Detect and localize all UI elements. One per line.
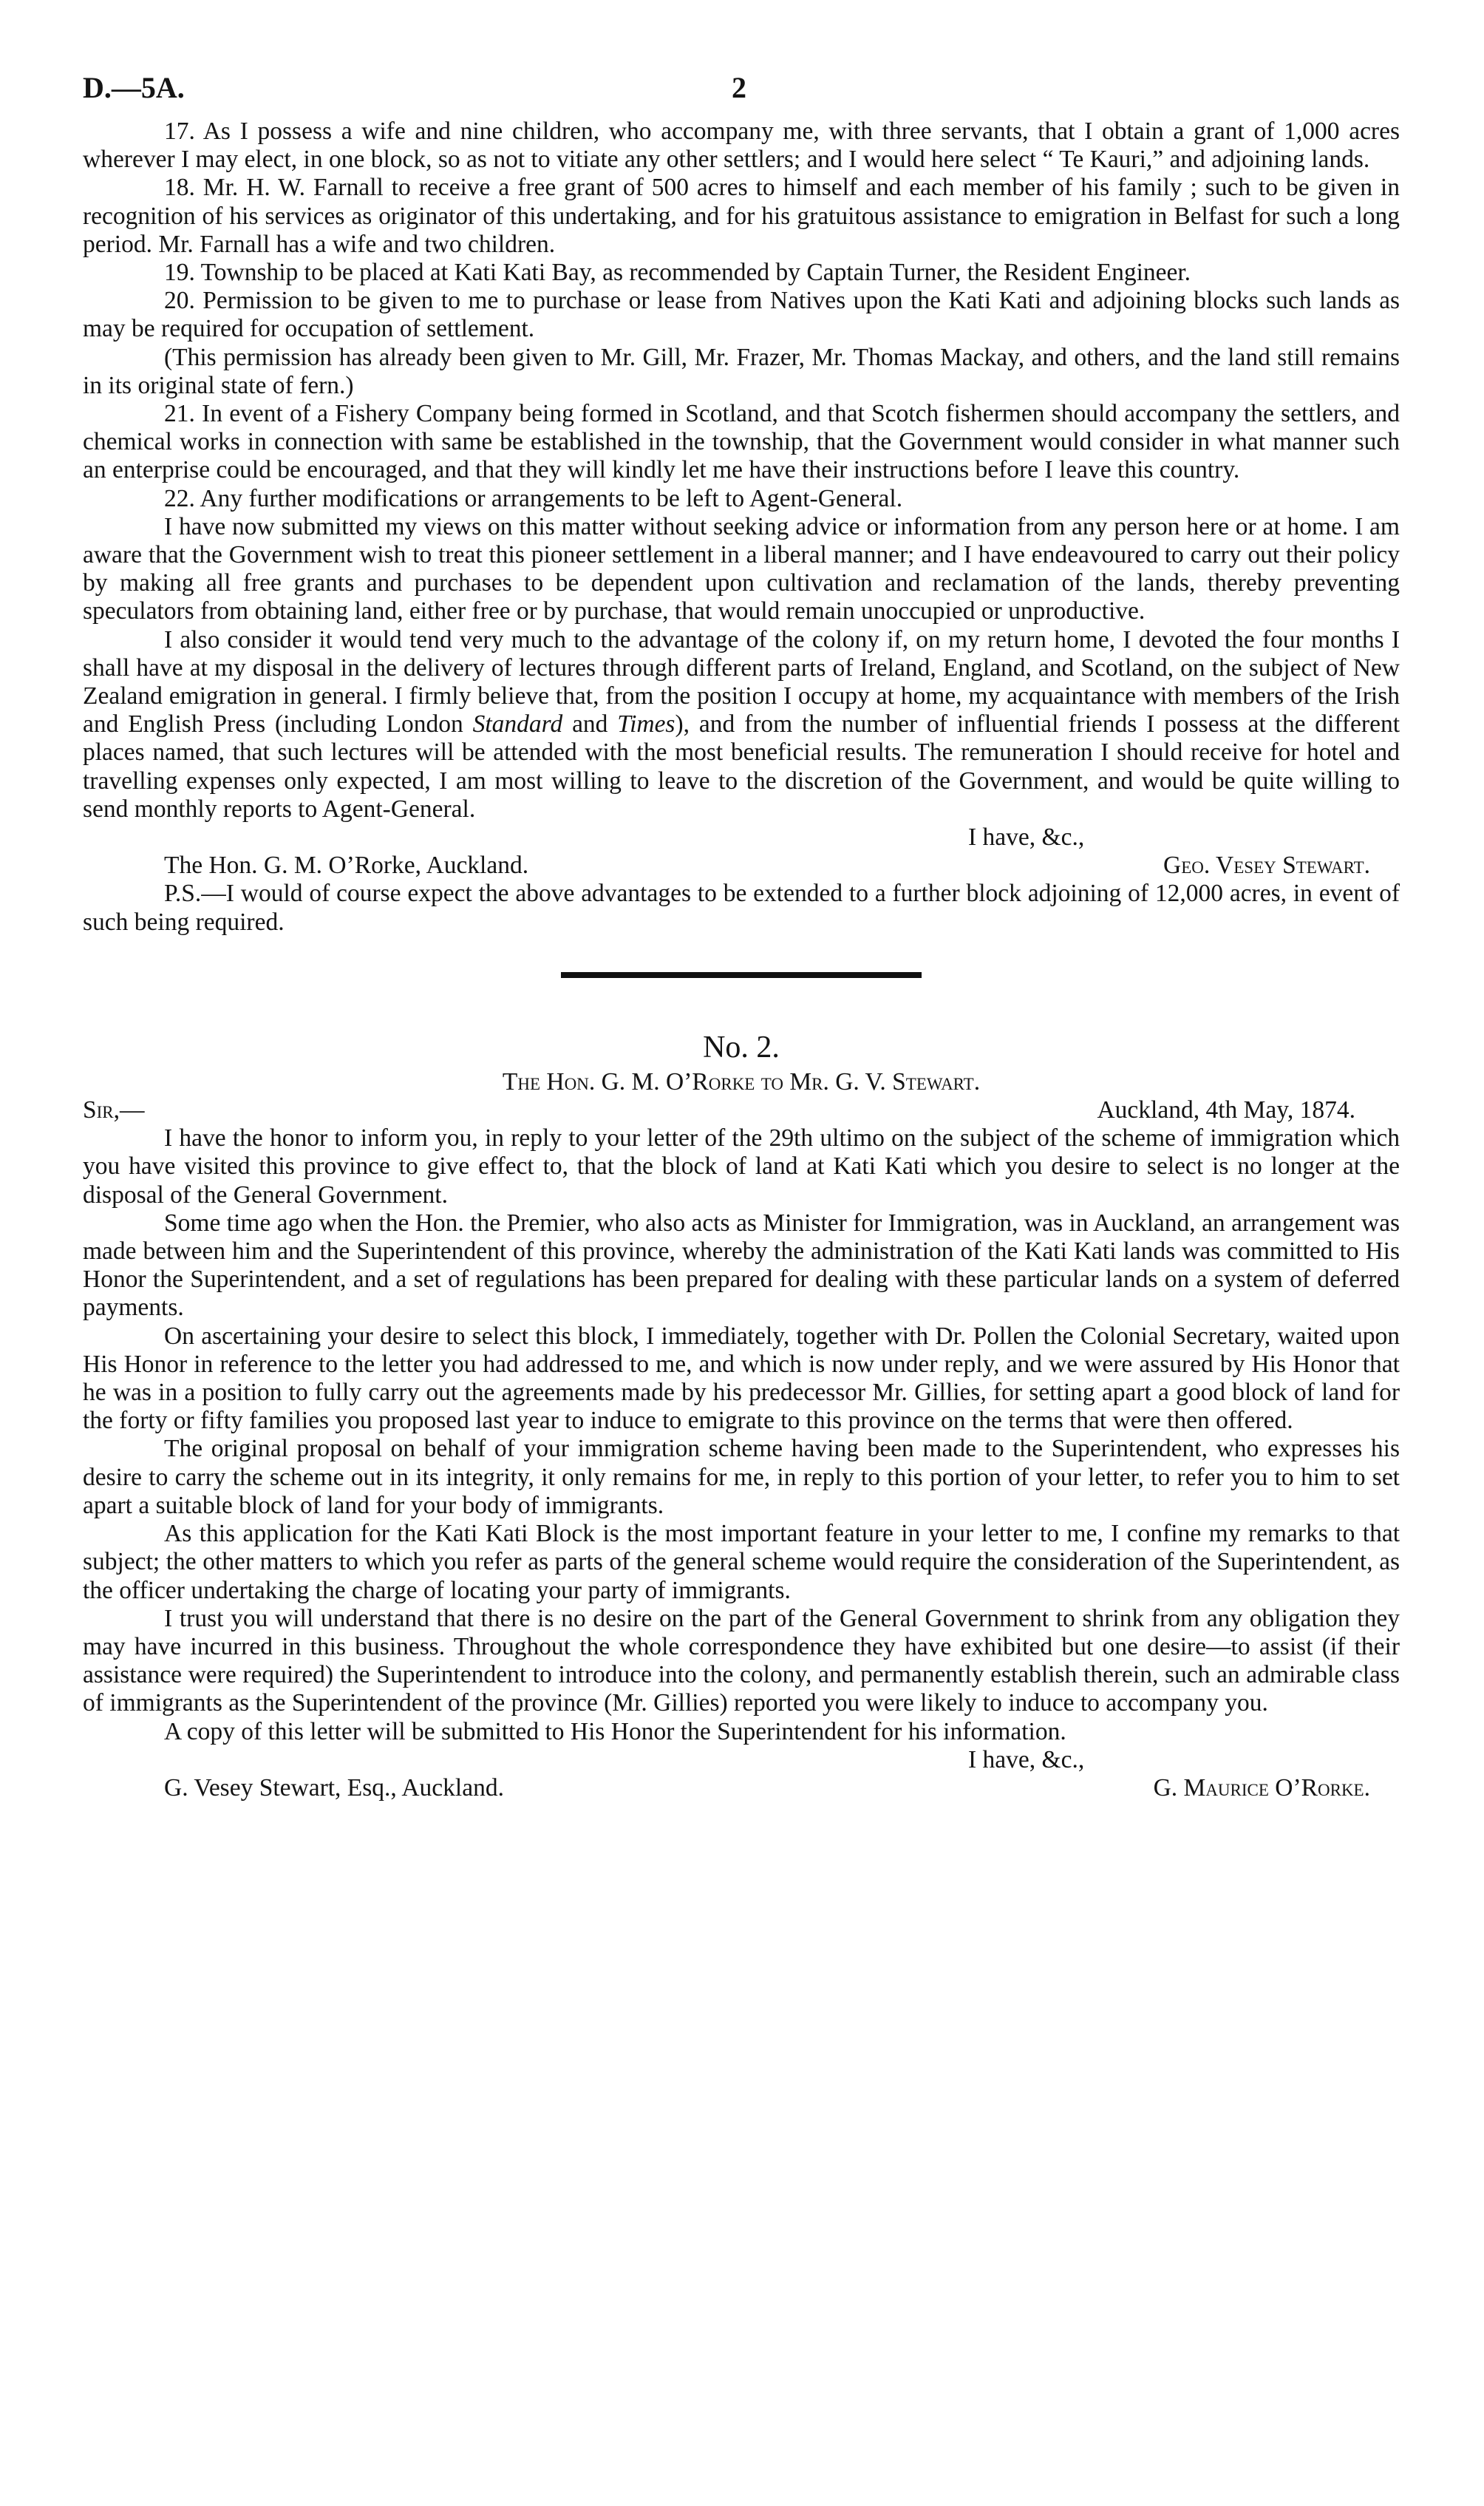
letter-2-closing: I have, &c., (968, 1745, 1085, 1773)
paragraph-17: 17. As I possess a wife and nine children, who accompany me, with three servants, that I obtain a grant of 1,000 acres wherever I may elect, in one block, so as not to vitiate any other settlers; and I would here select “ Te Kauri,” and adjoining lands. (83, 118, 1400, 174)
letter-2-salutation: Sir,— (83, 1096, 145, 1124)
page-number: 2 (732, 71, 746, 104)
paragraph-views: I have now submitted my views on this matter without seeking advice or information from any person here or at home. I am aware that the Government wish to treat this pioneer settlement in a liberal manner; and I have endeavoured to carry out their policy by making all free grants and purchases to be dependent upon cultivation and reclamation of the lands, thereby preventing speculators from obtaining land, either free or by purchase, that would remain unoccupied or unproductive. (83, 512, 1400, 625)
letter-2-paragraph: On ascertaining your desire to select this block, I immediately, together with Dr. Pollen the Colonial Secretary, waited upon His Honor in reference to the letter you had addressed to me, and which is now under reply, and we were assured by His Honor that he was in a position to fully carry out the agreements made by his predecessor Mr. Gillies, for setting apart a good block of land for the forty or fifty families you proposed last year to induce to emigrate to this province on the terms that were then offered. (83, 1322, 1400, 1435)
letter-2-paragraph: Some time ago when the Hon. the Premier, who also acts as Minister for Immigration, was in Auckland, an arrangement was made between him and the Superintendent of this province, whereby the administration of the Kati Kati lands was committed to His Honor the Superintendent, and a set of regulations has been prepared for dealing with these particular lands on a system of deferred payments. (83, 1209, 1400, 1322)
letter-2-salutation-row (83, 1096, 1400, 1124)
letter-2-signature: G. Maurice O’Rorke. (1153, 1773, 1370, 1802)
lectures-text-1: I also consider it would tend very much to the advantage of the colony if, on my return home, I devoted the four months I shall have at my disposal in the delivery of lectures through different parts of Ireland, England, and Scotland, on the subject of New Zealand emigration in general. I firmly believe that, from the position I occupy at home, my acquaintance with members of the Irish and English Press (including London (83, 625, 1400, 738)
letter-2-paragraph: The original proposal on behalf of your immigration scheme having been made to the Superintendent, who expresses his desire to carry the scheme out in its integrity, it only remains for me, in reply to this portion of your letter, to refer you to him to set apart a suitable block of land for your body of immigrants. (83, 1435, 1400, 1519)
page-header (83, 70, 1400, 118)
lectures-text-2: ), and from the number of influential friends I possess at the different places named, that such lectures will be attended with the most beneficial results. The remuneration I should receive for hotel and travelling expenses only expected, I am most willing to leave to the discretion of the Government, and would be quite willing to send monthly reports to Agent-General. (83, 710, 1400, 823)
lectures-text-and: and (562, 710, 618, 738)
times-newspaper: Times (617, 710, 675, 738)
letter-2-closing-row (83, 1746, 1400, 1774)
letter-1-closing: I have, &c., (968, 824, 1085, 852)
letter-2-signature-row (83, 1774, 1400, 1802)
letter-1-postscript: P.S.—I would of course expect the above advantages to be extended to a further block adjoining of 12,000 acres, in event of such being required. (83, 880, 1400, 936)
letter-1-signature-row (83, 852, 1400, 880)
letter-2-body (83, 1124, 1400, 1802)
letter-2-paragraph: I trust you will understand that there is no desire on the part of the General Government to shrink from any obligation they may have incurred in this business. Throughout the whole correspondence they have exhibited but one desire—to assist (if their assistance were required) the Superintendent to introduce into the colony, and permanently establish therein, such an admirable class of immigrants as the Superintendent of the province (Mr. Gillies) reported you were likely to induce to accompany you. (83, 1604, 1400, 1717)
letter-2-place-date: Auckland, 4th May, 1874. (1097, 1096, 1355, 1124)
letter-2-addressee: G. Vesey Stewart, Esq., Auckland. (164, 1773, 504, 1802)
paragraph-21: 21. In event of a Fishery Company being formed in Scotland, and that Scotch fishermen should accompany the settlers, and chemical works in connection with same be established in the township, that the Government would consider in what manner such an enterprise could be encouraged, and that they will kindly let me have their instructions before I leave this country. (83, 400, 1400, 484)
paragraph-19: 19. Township to be placed at Kati Kati Bay, as recommended by Captain Turner, the Resident Engineer. (164, 259, 1191, 287)
document-reference: D.—5A. (83, 71, 185, 104)
letter-1-addressee: The Hon. G. M. O’Rorke, Auckland. (164, 852, 529, 880)
paragraph-22: 22. Any further modifications or arrangements to be left to Agent-General. (164, 484, 903, 512)
letter-2-number: No. 2. (703, 1030, 780, 1064)
letter-2-heading: The Hon. G. M. O’Rorke to Mr. G. V. Stewart. (502, 1067, 981, 1096)
letter-2-paragraph: A copy of this letter will be submitted to His Honor the Superintendent for his information. (164, 1717, 1066, 1745)
letter-1-closing-row (83, 824, 1400, 852)
letter-2-paragraph: As this application for the Kati Kati Block is the most important feature in your letter to me, I confine my remarks to that subject; the other matters to which you refer as parts of the general scheme would require the consideration of the Superintendent, as the officer undertaking the charge of locating your party of immigrants. (83, 1520, 1400, 1604)
document-page (83, 70, 1400, 1802)
paragraph-18: 18. Mr. H. W. Farnall to receive a free grant of 500 acres to himself and each member of his family ; such to be given in recognition of his services as originator of this undertaking, and for his gratuitous assistance to emigration in Belfast for such a long period. Mr. Farnall has a wife and two children. (83, 174, 1400, 258)
paragraph-20: 20. Permission to be given to me to purchase or lease from Natives upon the Kati Kati and adjoining blocks such lands as may be required for occupation of settlement. (83, 287, 1400, 343)
letter-1-signature: Geo. Vesey Stewart. (1163, 852, 1370, 880)
letter-1-body (83, 118, 1400, 937)
paragraph-lectures (83, 626, 1400, 824)
letter-2-paragraph: I have the honor to inform you, in reply to your letter of the 29th ultimo on the subject of the scheme of immigration which you have visited this province to give effect to, that the block of land at Kati Kati which you desire to select is no longer at the disposal of the General Government. (83, 1124, 1400, 1209)
standard-newspaper: Standard (472, 710, 563, 738)
paragraph-20-note: (This permission has already been given to Mr. Gill, Mr. Frazer, Mr. Thomas Mackay, and others, and the land still remains in its original state of fern.) (83, 343, 1400, 399)
section-divider (561, 972, 922, 978)
